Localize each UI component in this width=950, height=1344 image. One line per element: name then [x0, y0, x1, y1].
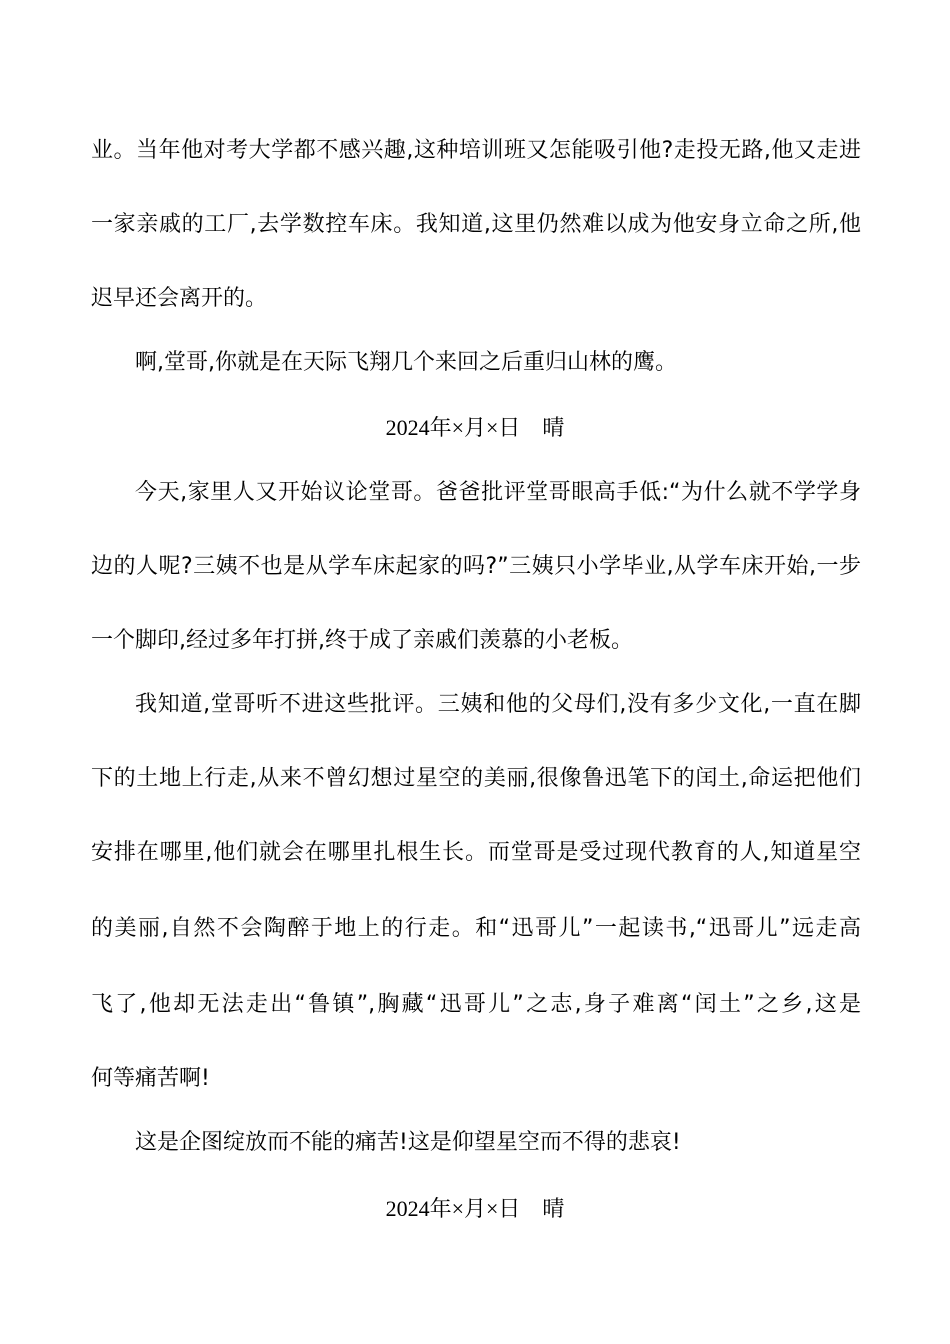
paragraph-line: 飞了,他却无法走出“鲁镇”,胸藏“迅哥儿”之志,身子难离“闰土”之乡,这是: [91, 992, 861, 1017]
paragraph-line: 业。当年他对考大学都不感兴趣,这种培训班又怎能吸引他?走投无路,他又走进: [91, 138, 861, 163]
paragraph-line: 这是企图绽放而不能的痛苦!这是仰望星空而不得的悲哀!: [135, 1130, 681, 1155]
diary-date-heading: 2024年×月×日 晴: [385, 415, 565, 440]
paragraph-line: 的美丽,自然不会陶醉于地上的行走。和“迅哥儿”一起读书,“迅哥儿”远走高: [91, 916, 861, 941]
diary-date-heading: 2024年×月×日 晴: [385, 1196, 565, 1221]
paragraph-line: 安排在哪里,他们就会在哪里扎根生长。而堂哥是受过现代教育的人,知道星空: [91, 840, 861, 865]
paragraph-line: 今天,家里人又开始议论堂哥。爸爸批评堂哥眼高手低:“为什么就不学学身: [135, 480, 861, 505]
paragraph-line: 我知道,堂哥听不进这些批评。三姨和他的父母们,没有多少文化,一直在脚: [135, 692, 861, 717]
paragraph-line: 啊,堂哥,你就是在天际飞翔几个来回之后重归山林的鹰。: [135, 350, 677, 375]
paragraph-line: 何等痛苦啊!: [91, 1066, 210, 1091]
paragraph-line: 一个脚印,经过多年打拼,终于成了亲戚们羡慕的小老板。: [91, 628, 633, 653]
paragraph-line: 边的人呢?三姨不也是从学车床起家的吗?”三姨只小学毕业,从学车床开始,一步: [91, 554, 861, 579]
paragraph-line: 迟早还会离开的。: [91, 286, 268, 311]
paragraph-line: 下的土地上行走,从来不曾幻想过星空的美丽,很像鲁迅笔下的闰土,命运把他们: [91, 766, 861, 791]
paragraph-line: 一家亲戚的工厂,去学数控车床。我知道,这里仍然难以成为他安身立命之所,他: [91, 212, 861, 237]
